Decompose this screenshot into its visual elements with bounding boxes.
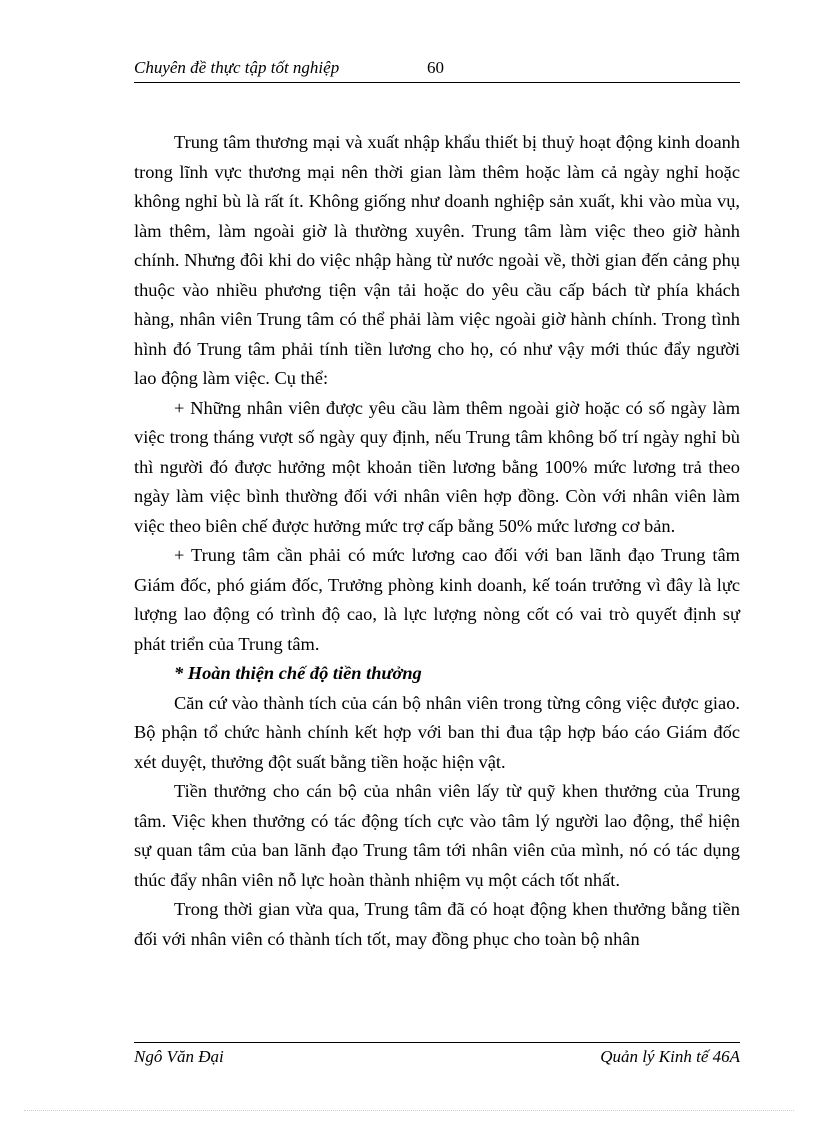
section-heading: * Hoàn thiện chế độ tiền thưởng (174, 663, 422, 683)
footer-class: Quản lý Kinh tế 46A (600, 1047, 740, 1066)
paragraph: Trong thời gian vừa qua, Trung tâm đã có hoạt động khen thưởng bằng tiền đối với nhân viên có thành tích tốt, may đồng phục cho toàn bộ nhân (134, 899, 740, 949)
document-title: Chuyên đề thực tập tốt nghiệp (134, 58, 340, 77)
paragraph: + Những nhân viên được yêu cầu làm thêm ngoài giờ hoặc có số ngày làm việc trong tháng vượt số ngày quy định, nếu Trung tâm không bố trí ngày nghỉ bù thì người đó được hưởng một khoản tiền lương bằng 100% mức lương trả theo ngày làm việc bình thường đối với nhân viên hợp đồng. Còn với nhân viên làm việc theo biên chế được hưởng mức trợ cấp bằng 50% mức lương cơ bản. (134, 397, 740, 536)
page-header (134, 56, 740, 83)
page-edge-divider (24, 1110, 794, 1111)
page-number: 60 (427, 58, 444, 77)
paragraph: Trung tâm thương mại và xuất nhập khẩu thiết bị thuỷ hoạt động kinh doanh trong lĩnh vực thương mại nên thời gian làm thêm hoặc làm cả ngày nghỉ hoặc không nghỉ bù là rất ít. Không giống như doanh nghiệp sản xuất, khi vào mùa vụ, làm thêm, làm ngoài giờ là thường xuyên. Trung tâm làm việc theo giờ hành chính. Nhưng đôi khi do việc nhập hàng từ nước ngoài về, thời gian đến cảng phụ thuộc vào nhiều phương tiện vận tải hoặc do yêu cầu cấp bách từ phía khách hàng, nhân viên Trung tâm có thể phải làm việc ngoài giờ hành chính. Trong tình hình đó Trung tâm phải tính tiền lương cho họ, có như vậy mới thúc đẩy người lao động làm việc. Cụ thể: (134, 132, 740, 388)
document-body (134, 128, 740, 954)
page-footer (134, 1042, 740, 1071)
paragraph: + Trung tâm cần phải có mức lương cao đối với ban lãnh đạo Trung tâm Giám đốc, phó giám đốc, Trưởng phòng kinh doanh, kế toán trưởng vì đây là lực lượng lao động có trình độ cao, là lực lượng nòng cốt có vai trò quyết định sự phát triển của Trung tâm. (134, 545, 740, 654)
paragraph: Tiền thưởng cho cán bộ của nhân viên lấy từ quỹ khen thưởng của Trung tâm. Việc khen thưởng có tác động tích cực vào tâm lý người lao động, thể hiện sự quan tâm của ban lãnh đạo Trung tâm tới nhân viên của mình, nó có tác dụng thúc đẩy nhân viên nỗ lực hoàn thành nhiệm vụ một cách tốt nhất. (134, 781, 740, 890)
paragraph: Căn cứ vào thành tích của cán bộ nhân viên trong từng công việc được giao. Bộ phận tổ chức hành chính kết hợp với ban thi đua tập hợp báo cáo Giám đốc xét duyệt, thưởng đột suất bằng tiền hoặc hiện vật. (134, 692, 740, 772)
footer-author: Ngô Văn Đại (134, 1047, 224, 1066)
